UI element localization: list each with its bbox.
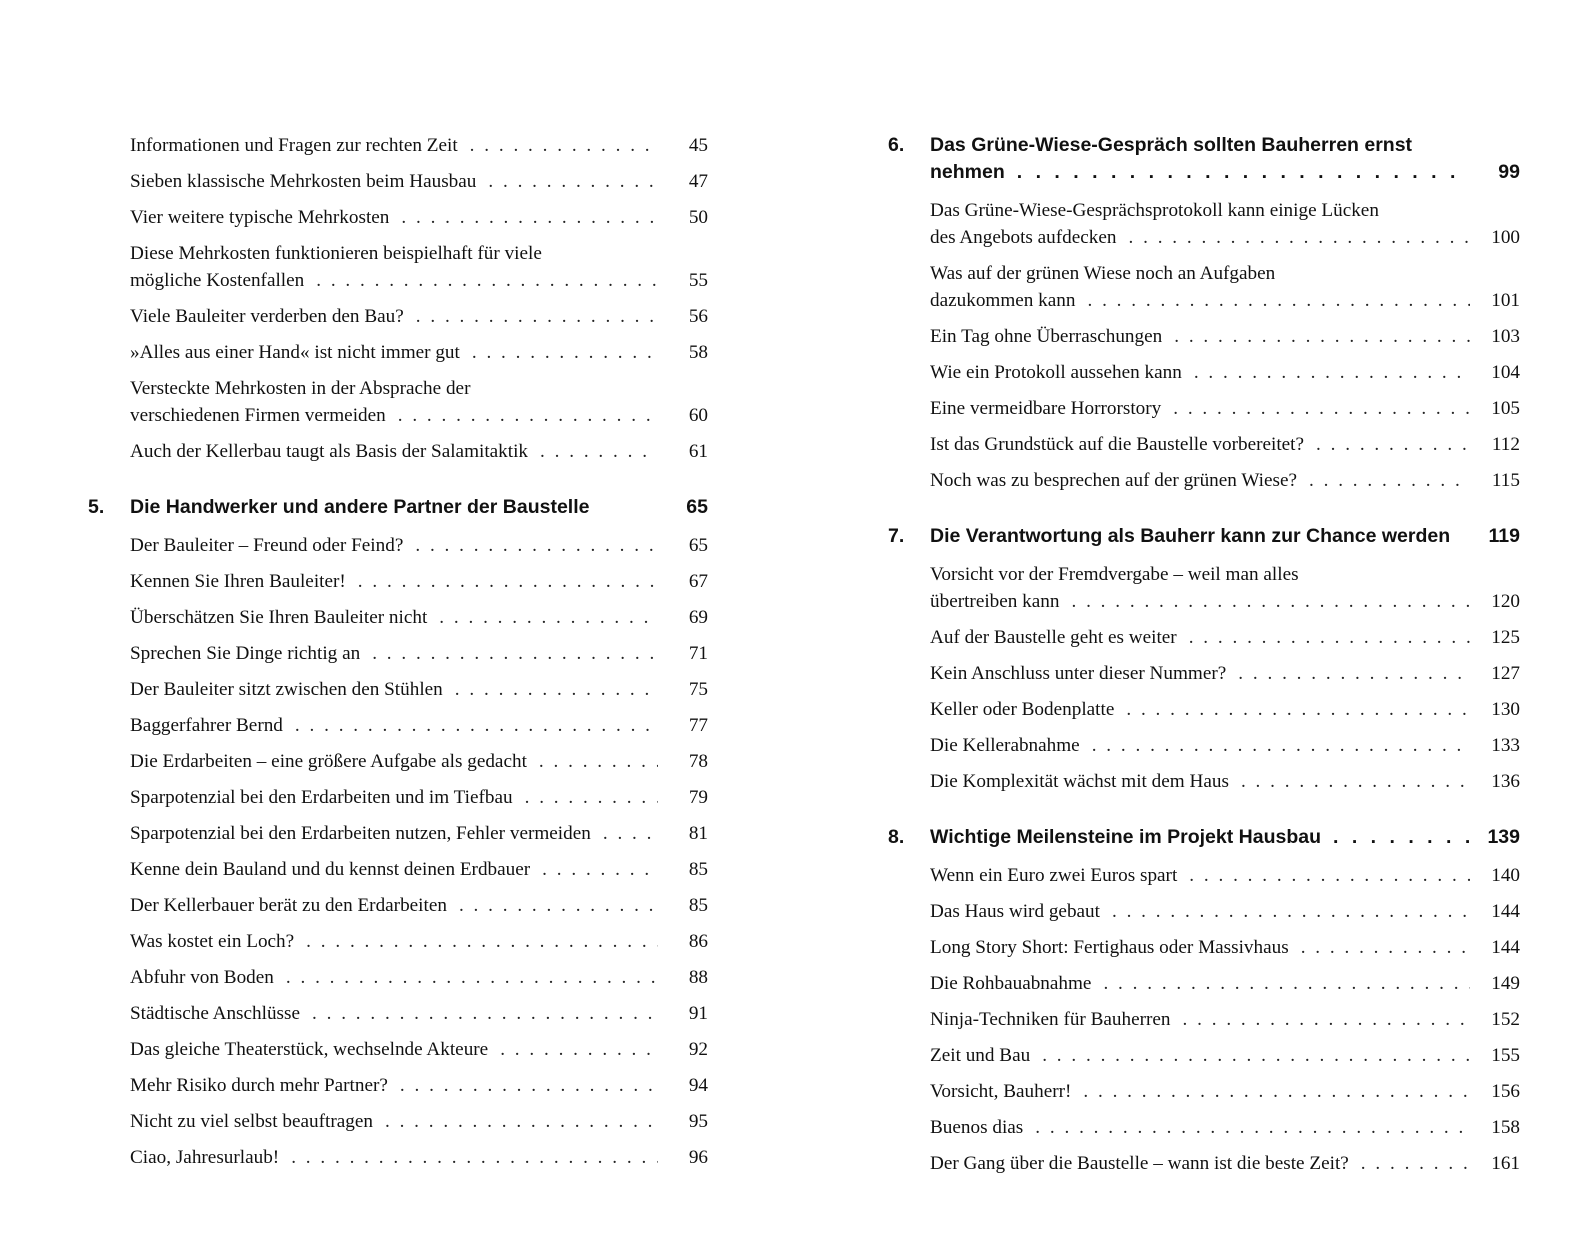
toc-section <box>88 132 708 465</box>
toc-section <box>888 197 1520 494</box>
chapter-heading[interactable] <box>888 824 1520 851</box>
page-number: 127 <box>1491 663 1520 684</box>
entry-title: Die Komplexität wächst mit dem Haus <box>930 771 1229 792</box>
entry-row <box>130 820 708 847</box>
dot-leader <box>400 1072 658 1099</box>
entry-title: Sprechen Sie Dinge richtig an <box>130 643 361 664</box>
entry-title: Der Kellerbauer berät zu den Erdarbeiten <box>130 895 447 916</box>
toc-entry[interactable] <box>888 395 1520 422</box>
entry-title: Die Verantwortung als Bauherr kann zur Chance werden <box>930 525 1451 547</box>
entry-row <box>930 224 1520 251</box>
toc-entry[interactable] <box>88 928 708 955</box>
entry-row <box>130 1072 708 1099</box>
entry-row <box>130 132 708 159</box>
page-number: 112 <box>1491 434 1520 455</box>
entry-row <box>930 862 1520 889</box>
entry-row <box>130 1000 708 1027</box>
toc-entry[interactable] <box>88 339 708 366</box>
page-number: 65 <box>688 535 708 556</box>
toc-entry[interactable] <box>88 712 708 739</box>
toc-entry[interactable] <box>888 696 1520 723</box>
toc-entry[interactable] <box>88 1108 708 1135</box>
entry-row <box>930 970 1520 997</box>
dot-leader <box>1301 934 1470 961</box>
dot-leader <box>416 303 658 330</box>
entry-title: Ein Tag ohne Überraschungen <box>930 326 1163 347</box>
dot-leader <box>472 339 658 366</box>
entry-row <box>930 898 1520 925</box>
page-number: 61 <box>688 441 708 462</box>
entry-title: nehmen <box>930 161 1005 183</box>
page-number: 96 <box>688 1147 708 1168</box>
chapter-number: 5. <box>88 496 105 518</box>
page-number: 81 <box>688 823 708 844</box>
entry-row <box>130 748 708 775</box>
entry-row <box>930 359 1520 386</box>
dot-leader <box>316 267 658 294</box>
entry-title: Sparpotenzial bei den Erdarbeiten und im Tiefbau <box>130 787 513 808</box>
dot-leader <box>525 784 658 811</box>
entry-title: mögliche Kostenfallen <box>130 270 305 291</box>
entry-row <box>130 438 708 465</box>
dot-leader <box>398 402 658 429</box>
entry-row <box>930 1006 1520 1033</box>
entry-row <box>930 323 1520 350</box>
page-number: 47 <box>688 171 708 192</box>
toc-right-page <box>888 132 1520 1186</box>
dot-leader <box>372 640 658 667</box>
entry-row <box>130 856 708 883</box>
dot-leader <box>1238 660 1470 687</box>
page-number: 156 <box>1491 1081 1520 1102</box>
page-number: 86 <box>688 931 708 952</box>
dot-leader <box>439 604 658 631</box>
page-number: 58 <box>688 342 708 363</box>
toc-entry[interactable] <box>888 934 1520 961</box>
page-number: 100 <box>1491 227 1520 248</box>
dot-leader <box>1129 224 1471 251</box>
entry-row <box>930 467 1520 494</box>
toc-entry[interactable] <box>88 820 708 847</box>
toc-section <box>88 532 708 1171</box>
dot-leader <box>542 856 658 883</box>
page-number: 149 <box>1491 973 1520 994</box>
dot-leader <box>1361 1150 1470 1177</box>
toc-entry[interactable] <box>88 784 708 811</box>
dot-leader <box>1309 467 1470 494</box>
toc-entry[interactable] <box>888 431 1520 458</box>
dot-leader <box>1241 768 1470 795</box>
page-number: 91 <box>688 1003 708 1024</box>
chapter-heading[interactable] <box>888 132 1520 186</box>
dot-leader <box>358 568 658 595</box>
entry-row <box>130 339 708 366</box>
entry-title: Die Kellerabnahme <box>930 735 1080 756</box>
toc-entry[interactable] <box>888 197 1520 251</box>
entry-title: Keller oder Bodenplatte <box>930 699 1115 720</box>
toc-entry[interactable] <box>888 768 1520 795</box>
dot-leader <box>1194 359 1470 386</box>
entry-row <box>130 532 708 559</box>
page-number: 94 <box>688 1075 708 1096</box>
page-number: 45 <box>688 135 708 156</box>
entry-row <box>130 402 708 429</box>
toc-entry[interactable] <box>88 964 708 991</box>
entry-title: Eine vermeidbare Horrorstory <box>930 398 1162 419</box>
entry-row <box>930 660 1520 687</box>
chapter-number: 6. <box>888 134 905 156</box>
entry-row <box>130 784 708 811</box>
toc-entry[interactable] <box>88 568 708 595</box>
toc-entry[interactable] <box>888 898 1520 925</box>
entry-title: Wichtige Meilensteine im Projekt Hausbau <box>930 826 1321 848</box>
toc-entry[interactable] <box>888 970 1520 997</box>
entry-row <box>130 267 708 294</box>
toc-entry[interactable] <box>88 892 708 919</box>
page-number: 71 <box>688 643 708 664</box>
page-number: 77 <box>688 715 708 736</box>
dot-leader <box>539 748 658 775</box>
toc-entry[interactable] <box>88 204 708 231</box>
dot-leader <box>1333 824 1470 851</box>
toc-entry[interactable] <box>88 132 708 159</box>
entry-title-line1: Das Grüne-Wiese-Gespräch sollten Bauherren ernst <box>930 134 1413 156</box>
entry-row <box>130 204 708 231</box>
page-number: 139 <box>1487 826 1520 848</box>
toc-entry[interactable] <box>88 303 708 330</box>
entry-row <box>130 964 708 991</box>
entry-title: Noch was zu besprechen auf der grünen Wiese? <box>930 470 1298 491</box>
chapter-number: 7. <box>888 525 905 547</box>
dot-leader <box>1126 696 1470 723</box>
page-number: 158 <box>1491 1117 1520 1138</box>
entry-row <box>130 928 708 955</box>
entry-row <box>930 732 1520 759</box>
entry-row <box>930 696 1520 723</box>
dot-leader <box>1083 1078 1470 1105</box>
page-number: 50 <box>688 207 708 228</box>
entry-title: Vier weitere typische Mehrkosten <box>130 207 390 228</box>
dot-leader <box>385 1108 658 1135</box>
page-number: 99 <box>1498 161 1520 183</box>
toc-entry[interactable] <box>888 1150 1520 1177</box>
toc-left-page <box>88 132 708 1180</box>
toc-entry[interactable] <box>88 375 708 429</box>
dot-leader <box>312 1000 658 1027</box>
page-number: 95 <box>688 1111 708 1132</box>
toc-entry[interactable] <box>88 438 708 465</box>
entry-row <box>930 431 1520 458</box>
entry-row <box>130 568 708 595</box>
entry-title: Das gleiche Theaterstück, wechselnde Akteure <box>130 1039 489 1060</box>
toc-entry[interactable] <box>888 732 1520 759</box>
entry-row <box>130 676 708 703</box>
entry-title: Informationen und Fragen zur rechten Zeit <box>130 135 458 156</box>
entry-title: verschiedenen Firmen vermeiden <box>130 405 386 426</box>
toc-entry[interactable] <box>88 748 708 775</box>
entry-row <box>930 1042 1520 1069</box>
toc-entry[interactable] <box>888 1078 1520 1105</box>
dot-leader <box>1173 395 1470 422</box>
page-number: 88 <box>688 967 708 988</box>
toc-entry[interactable] <box>88 676 708 703</box>
dot-leader <box>1183 1006 1470 1033</box>
dot-leader <box>1087 287 1470 314</box>
dot-leader <box>603 820 658 847</box>
toc-entry[interactable] <box>88 1000 708 1027</box>
page-number: 140 <box>1491 865 1520 886</box>
entry-row <box>930 624 1520 651</box>
entry-row <box>930 934 1520 961</box>
entry-title: Ist das Grundstück auf die Baustelle vorbereitet? <box>930 434 1305 455</box>
toc-entry[interactable] <box>888 467 1520 494</box>
entry-title: Die Erdarbeiten – eine größere Aufgabe als gedacht <box>130 751 527 772</box>
entry-title: Abfuhr von Boden <box>130 967 274 988</box>
dot-leader <box>286 964 658 991</box>
dot-leader <box>1316 431 1470 458</box>
entry-row <box>930 287 1520 314</box>
page-number: 133 <box>1491 735 1520 756</box>
entry-title: Long Story Short: Fertighaus oder Massivhaus <box>930 937 1289 958</box>
page-number: 60 <box>688 405 708 426</box>
dot-leader <box>415 532 658 559</box>
toc-entry[interactable] <box>888 624 1520 651</box>
dot-leader <box>291 1144 658 1171</box>
entry-row <box>930 824 1520 851</box>
toc-entry[interactable] <box>888 1114 1520 1141</box>
entry-title: Mehr Risiko durch mehr Partner? <box>130 1075 388 1096</box>
entry-row <box>130 1108 708 1135</box>
entry-title-line1: Vorsicht vor der Fremdvergabe – weil man alles <box>930 564 1299 585</box>
toc-section <box>888 862 1520 1177</box>
dot-leader <box>1174 323 1470 350</box>
toc-entry[interactable] <box>88 240 708 294</box>
entry-title: Der Bauleiter sitzt zwischen den Stühlen <box>130 679 443 700</box>
entry-row <box>130 494 708 521</box>
entry-row <box>130 168 708 195</box>
toc-entry[interactable] <box>888 862 1520 889</box>
dot-leader <box>1042 1042 1470 1069</box>
entry-title: dazukommen kann <box>930 290 1076 311</box>
entry-title: Was kostet ein Loch? <box>130 931 295 952</box>
page-number: 56 <box>688 306 708 327</box>
chapter-number: 8. <box>888 826 905 848</box>
entry-title-line1: Das Grüne-Wiese-Gesprächsprotokoll kann einige Lücken <box>930 200 1379 221</box>
toc-entry[interactable] <box>888 260 1520 314</box>
toc-entry[interactable] <box>888 359 1520 386</box>
page-number: 79 <box>688 787 708 808</box>
page-number: 69 <box>688 607 708 628</box>
page-number: 65 <box>686 496 708 518</box>
entry-title-line1: Diese Mehrkosten funktionieren beispielhaft für viele <box>130 243 542 264</box>
entry-title: Der Gang über die Baustelle – wann ist die beste Zeit? <box>930 1153 1349 1174</box>
page-number: 55 <box>688 270 708 291</box>
entry-title: übertreiben kann <box>930 591 1060 612</box>
entry-row <box>930 1150 1520 1177</box>
page-number: 104 <box>1491 362 1520 383</box>
dot-leader <box>1189 862 1470 889</box>
page-number: 125 <box>1491 627 1520 648</box>
page-number: 161 <box>1491 1153 1520 1174</box>
toc-entry[interactable] <box>888 323 1520 350</box>
dot-leader <box>1189 624 1470 651</box>
dot-leader <box>306 928 658 955</box>
dot-leader <box>500 1036 658 1063</box>
entry-row <box>930 768 1520 795</box>
page-number: 78 <box>688 751 708 772</box>
entry-row <box>930 395 1520 422</box>
page-number: 155 <box>1491 1045 1520 1066</box>
entry-title: Nicht zu viel selbst beauftragen <box>130 1111 373 1132</box>
dot-leader <box>1103 970 1470 997</box>
toc-entry[interactable] <box>88 640 708 667</box>
page-number: 85 <box>688 895 708 916</box>
page-number: 103 <box>1491 326 1520 347</box>
toc-entry[interactable] <box>88 1036 708 1063</box>
entry-row <box>930 523 1520 550</box>
entry-title: Kenne dein Bauland und du kennst deinen Erdbauer <box>130 859 531 880</box>
entry-title: des Angebots aufdecken <box>930 227 1117 248</box>
page-number: 144 <box>1491 901 1520 922</box>
entry-title: Die Handwerker und andere Partner der Baustelle <box>130 496 590 518</box>
dot-leader <box>1035 1114 1470 1141</box>
entry-title: Die Rohbauabnahme <box>930 973 1092 994</box>
entry-row <box>930 1078 1520 1105</box>
entry-title: Viele Bauleiter verderben den Bau? <box>130 306 404 327</box>
dot-leader <box>295 712 658 739</box>
page-number: 101 <box>1491 290 1520 311</box>
entry-title: Ninja-Techniken für Bauherren <box>930 1009 1171 1030</box>
dot-leader <box>488 168 658 195</box>
dot-leader <box>455 676 658 703</box>
dot-leader <box>401 204 658 231</box>
entry-title-line1: Versteckte Mehrkosten in der Absprache der <box>130 378 471 399</box>
entry-row <box>130 303 708 330</box>
toc-entry[interactable] <box>888 1006 1520 1033</box>
page-number: 105 <box>1491 398 1520 419</box>
entry-title: »Alles aus einer Hand« ist nicht immer gut <box>130 342 460 363</box>
entry-title: Städtische Anschlüsse <box>130 1003 301 1024</box>
entry-title: Auch der Kellerbau taugt als Basis der Salamitaktik <box>130 441 529 462</box>
dot-leader <box>1071 588 1470 615</box>
dot-leader <box>1017 159 1470 186</box>
entry-title: Wie ein Protokoll aussehen kann <box>930 362 1182 383</box>
entry-title: Kennen Sie Ihren Bauleiter! <box>130 571 346 592</box>
toc-section <box>888 561 1520 795</box>
entry-row <box>930 159 1520 186</box>
entry-title: Sieben klassische Mehrkosten beim Hausbau <box>130 171 477 192</box>
toc-entry[interactable] <box>888 660 1520 687</box>
entry-title: Auf der Baustelle geht es weiter <box>930 627 1177 648</box>
page-number: 130 <box>1491 699 1520 720</box>
entry-row <box>930 1114 1520 1141</box>
toc-entry[interactable] <box>88 856 708 883</box>
toc-entry[interactable] <box>88 1072 708 1099</box>
toc-entry[interactable] <box>88 168 708 195</box>
page-number: 119 <box>1488 525 1520 547</box>
entry-row <box>130 1036 708 1063</box>
chapter-heading[interactable] <box>888 523 1520 550</box>
dot-leader <box>540 438 658 465</box>
entry-title: Sparpotenzial bei den Erdarbeiten nutzen, Fehler vermeiden <box>130 823 591 844</box>
page-number: 75 <box>688 679 708 700</box>
entry-title: Baggerfahrer Bernd <box>130 715 283 736</box>
entry-row <box>130 1144 708 1171</box>
page-number: 92 <box>688 1039 708 1060</box>
toc-entry[interactable] <box>88 604 708 631</box>
page-number: 115 <box>1491 470 1520 491</box>
page-number: 67 <box>688 571 708 592</box>
entry-row <box>130 640 708 667</box>
entry-title: Zeit und Bau <box>930 1045 1031 1066</box>
dot-leader <box>470 132 658 159</box>
entry-row <box>930 588 1520 615</box>
entry-row <box>130 892 708 919</box>
entry-title: Überschätzen Sie Ihren Bauleiter nicht <box>130 607 428 628</box>
entry-title: Wenn ein Euro zwei Euros spart <box>930 865 1178 886</box>
entry-title: Buenos dias <box>930 1117 1024 1138</box>
entry-title: Vorsicht, Bauherr! <box>930 1081 1072 1102</box>
chapter-heading[interactable] <box>88 494 708 521</box>
entry-title: Kein Anschluss unter dieser Nummer? <box>930 663 1227 684</box>
entry-title-line1: Was auf der grünen Wiese noch an Aufgaben <box>930 263 1276 284</box>
dot-leader <box>459 892 658 919</box>
page-number: 152 <box>1491 1009 1520 1030</box>
dot-leader <box>1092 732 1470 759</box>
dot-leader <box>1112 898 1470 925</box>
entry-title: Der Bauleiter – Freund oder Feind? <box>130 535 404 556</box>
entry-row <box>130 604 708 631</box>
toc-entry[interactable] <box>88 1144 708 1171</box>
entry-row <box>130 712 708 739</box>
page-number: 136 <box>1491 771 1520 792</box>
toc-entry[interactable] <box>888 1042 1520 1069</box>
toc-entry[interactable] <box>888 561 1520 615</box>
page-number: 85 <box>688 859 708 880</box>
entry-title: Das Haus wird gebaut <box>930 901 1100 922</box>
toc-entry[interactable] <box>88 532 708 559</box>
page-number: 120 <box>1491 591 1520 612</box>
entry-title: Ciao, Jahresurlaub! <box>130 1147 280 1168</box>
page-number: 144 <box>1491 937 1520 958</box>
